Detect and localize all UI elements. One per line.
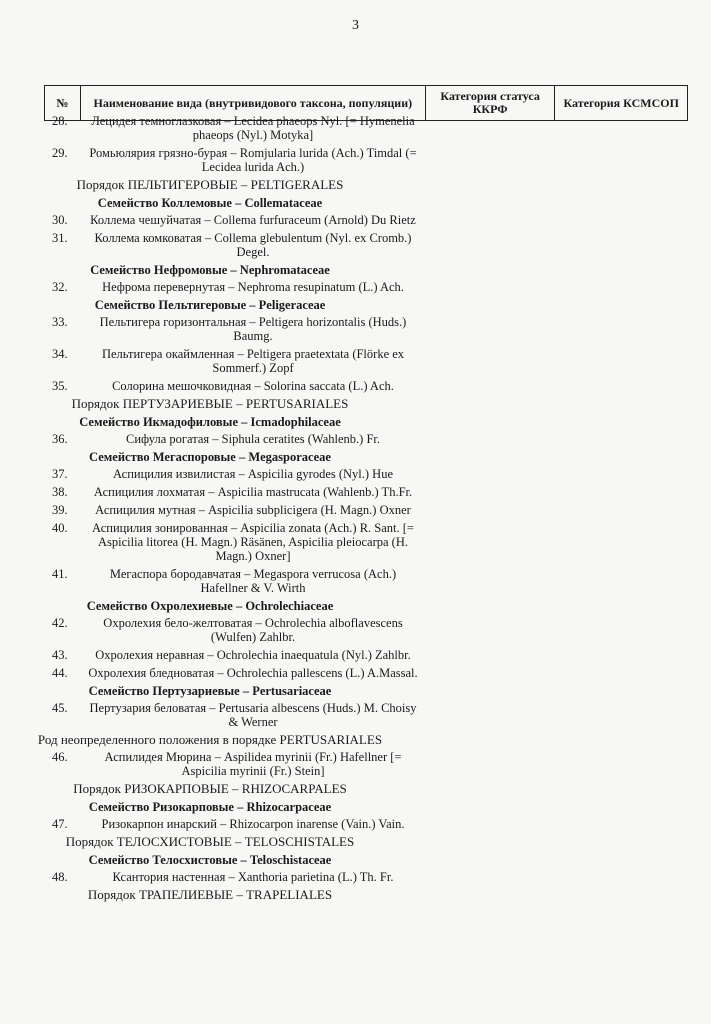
order-heading: Порядок ТЕЛОСХИСТОВЫЕ – TELOSCHISTALES [65, 834, 355, 849]
header-name: Наименование вида (внутривидового таксона, популяции) [81, 86, 426, 120]
species-name: Охролехия неравная – Ochrolechia inaequatula (Nyl.) Zahlbr. [95, 648, 411, 662]
species-name: Пельтигера горизонтальная – Peltigera horizontalis (Huds.) Baumg. [99, 315, 407, 343]
list-item [0, 467, 711, 481]
list-item [0, 503, 711, 517]
item-number: 36. [52, 432, 68, 446]
list-item [0, 280, 711, 294]
species-name: Лецидея темноглазковая – Lecidea phaeops Nyl. [= Hymenelia phaeops (Nyl.) Motyka] [91, 114, 415, 142]
list-item [0, 347, 711, 375]
list-item [0, 648, 711, 662]
list-item [0, 701, 711, 729]
species-name: Аспицилия извилистая – Aspicilia gyrodes (Nyl.) Hue [112, 467, 394, 481]
species-name: Охролехия бело-желтоватая – Ochrolechia alboflavescens (Wulfen) Zahlbr. [103, 616, 403, 644]
item-number: 34. [52, 347, 68, 361]
header-status-ksmsop: Категория КСМСОП [563, 95, 679, 110]
list-item [0, 432, 711, 446]
item-number: 39. [52, 503, 68, 517]
list-item [0, 616, 711, 644]
species-name: Охролехия бледноватая – Ochrolechia pallescens (L.) A.Massal. [88, 666, 418, 680]
list-item [0, 521, 711, 563]
species-name: Аспицилия мутная – Aspicilia subplicigera (H. Magn.) Oxner [95, 503, 411, 517]
item-number: 46. [52, 750, 68, 764]
list-item [0, 666, 711, 680]
item-number: 32. [52, 280, 68, 294]
order-heading: Порядок ПЕРТУЗАРИЕВЫЕ – PERTUSARIALES [71, 396, 349, 411]
species-name: Коллема комковатая – Collema glebulentum (Nyl. ex Cromb.) Degel. [94, 231, 412, 259]
item-number: 37. [52, 467, 68, 481]
item-number: 30. [52, 213, 68, 227]
species-name: Солорина мешочковидная – Solorina saccata (L.) Ach. [112, 379, 394, 393]
family-heading: Семейство Икмадофиловые – Icmadophilaceae [79, 415, 341, 429]
header-num: № [45, 86, 81, 120]
species-name: Пертузария беловатая – Pertusaria albescens (Huds.) M. Choisy & Werner [89, 701, 417, 729]
item-number: 43. [52, 648, 68, 662]
list-item [0, 485, 711, 499]
family-heading: Семейство Мегаспоровые – Megasporaceae [89, 450, 331, 464]
item-number: 45. [52, 701, 68, 715]
item-number: 38. [52, 485, 68, 499]
list-item [0, 817, 711, 831]
item-number: 31. [52, 231, 68, 245]
family-heading: Семейство Пертузариевые – Pertusariaceae [88, 684, 332, 698]
item-number: 47. [52, 817, 68, 831]
species-name: Ризокарпон инарский – Rhizocarpon inarense (Vain.) Vain. [101, 817, 405, 831]
item-number: 48. [52, 870, 68, 884]
list-item [0, 114, 711, 142]
species-name: Нефрома перевернутая – Nephroma resupinatum (L.) Ach. [102, 280, 404, 294]
species-name: Ксантория настенная – Xanthoria parietina (L.) Th. Fr. [112, 870, 394, 884]
list-item [0, 870, 711, 884]
list-item [0, 231, 711, 259]
order-heading: Порядок ТРАПЕЛИЕВЫЕ – TRAPELIALES [87, 887, 333, 902]
family-heading: Семейство Телосхистовые – Teloschistaceae [88, 853, 332, 867]
item-number: 42. [52, 616, 68, 630]
species-name: Пельтигера окаймленная – Peltigera praetextata (Flörke ex Sommerf.) Zopf [101, 347, 405, 375]
family-heading: Семейство Охролехиевые – Ochrolechiaceae [86, 599, 334, 613]
order-heading: Порядок ПЕЛЬТИГЕРОВЫЕ – PELTIGERALES [76, 177, 344, 192]
family-heading: Семейство Нефромовые – Nephromataceae [90, 263, 330, 277]
species-list [0, 114, 711, 905]
species-name: Аспицилия зонированная – Aspicilia zonata (Ach.) R. Sant. [= Aspicilia litorea (H. Magn.) Räsänen, Aspicilia pleiocarpa (H. Magn.) Oxner] [92, 521, 414, 563]
header-status-kkrf: Категория статуса ККРФ [426, 86, 556, 120]
item-number: 33. [52, 315, 68, 329]
species-name: Аспилидея Мюрина – Aspilidea myrinii (Fr.) Hafellner [= Aspicilia myrinii (Fr.) Stein] [104, 750, 402, 778]
item-number: 44. [52, 666, 68, 680]
list-item [0, 379, 711, 393]
order-heading: Порядок РИЗОКАРПОВЫЕ – RHIZOCARPALES [73, 781, 347, 796]
order-heading: Род неопределенного положения в порядке PERTUSARIALES [37, 732, 383, 747]
family-heading: Семейство Ризокарповые – Rhizocarpaceae [88, 800, 332, 814]
item-number: 40. [52, 521, 68, 535]
page-number: 3 [352, 18, 359, 33]
species-name: Аспицилия лохматая – Aspicilia mastrucata (Wahlenb.) Th.Fr. [93, 485, 413, 499]
species-name: Мегаспора бородавчатая – Megaspora verrucosa (Ach.) Hafellner & V. Wirth [109, 567, 397, 595]
item-number: 28. [52, 114, 68, 128]
item-number: 29. [52, 146, 68, 160]
species-name: Сифула рогатая – Siphula ceratites (Wahlenb.) Fr. [125, 432, 381, 446]
list-item [0, 567, 711, 595]
list-item [0, 213, 711, 227]
family-heading: Семейство Коллемовые – Collemataceae [97, 196, 323, 210]
item-number: 35. [52, 379, 68, 393]
list-item [0, 146, 711, 174]
family-heading: Семейство Пельтигеровые – Peligeraceae [94, 298, 326, 312]
list-item [0, 750, 711, 778]
item-number: 41. [52, 567, 68, 581]
list-item [0, 315, 711, 343]
species-name: Ромьюлярия грязно-бурая – Romjularia lurida (Ach.) Timdal (= Lecidea lurida Ach.) [89, 146, 417, 174]
species-name: Коллема чешуйчатая – Collema furfuraceum (Arnold) Du Rietz [90, 213, 416, 227]
